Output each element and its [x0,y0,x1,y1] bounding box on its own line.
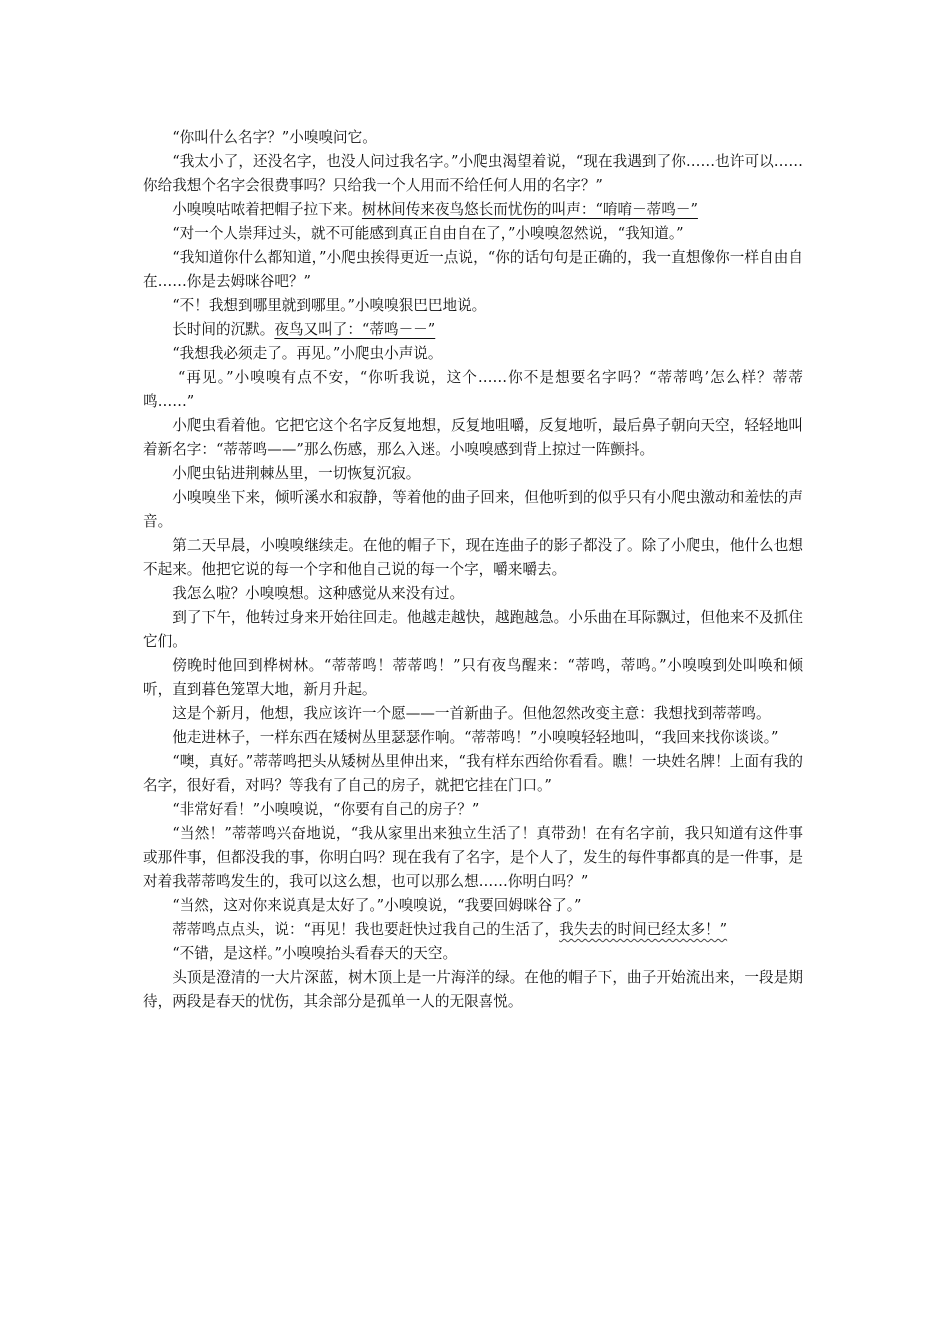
paragraph [143,366,803,414]
paragraph [143,342,803,366]
paragraph [143,894,803,918]
paragraph [143,486,803,534]
paragraph-text: 小爬虫看着他。它把它这个名字反复地想，反复地咀嚼，反复地听，最后鼻子朝向天空，轻轻地叫着新名字：“蒂蒂鸣——”那么伤感，那么入迷。小嗅嗅感到背上掠过一阵颤抖。 [143,417,803,458]
paragraph [143,462,803,486]
paragraph-text: “你叫什么名字？”小嗅嗅问它。 [172,129,377,146]
paragraph-text: “当然，这对你来说真是太好了。”小嗅嗅说，“我要回姆咪谷了。” [172,897,582,914]
paragraph-text: “再见。”小嗅嗅有点不安，“你听我说，这个……你不是想要名字吗？“蒂蒂鸣’怎么样？蒂蒂鸣……” [143,369,804,410]
paragraph-text: “噢，真好。”蒂蒂鸣把头从矮树丛里伸出来，“我有样东西给你看看。瞧！一块姓名牌！上面有我的名字，很好看，对吗？等我有了自己的房子，就把它挂在门口。” [143,753,803,794]
paragraph [143,318,803,342]
paragraph [143,942,803,966]
paragraph [143,534,803,582]
paragraph-text: 小爬虫钻进荆棘丛里，一切恢复沉寂。 [172,465,421,482]
paragraph [143,246,803,294]
paragraph [143,606,803,654]
paragraph [143,150,803,198]
paragraph [143,798,803,822]
paragraph-text: “对一个人崇拜过头，就不可能感到真正自由自在了，”小嗅嗅忽然说，“我知道。” [172,225,684,242]
paragraph [143,126,803,150]
paragraph-text: 到了下午，他转过身来开始往回走。他越走越快，越跑越急。小乐曲在耳际飘过，但他来不及抓住它们。 [143,609,803,650]
paragraph-text: 小嗅嗅坐下来，倾听溪水和寂静，等着他的曲子回来，但他听到的似乎只有小爬虫激动和羞怯的声音。 [143,489,803,530]
paragraph [143,966,803,1014]
paragraph-text: “当然！”蒂蒂鸣兴奋地说，“我从家里出来独立生活了！真带劲！在有名字前，我只知道有这件事或那件事，但都没我的事，你明白吗？现在我有了名字，是个人了，发生的每件事都真的是一件事，是对着我蒂蒂鸣发生的，我可以这么想，也可以那么想……你明白吗？” [143,825,803,890]
paragraph [143,198,803,222]
paragraph-text: 这是个新月，他想，我应该许一个愿——一首新曲子。但他忽然改变主意：我想找到蒂蒂鸣。 [172,705,771,722]
document-body [143,126,803,1014]
underlined-text: 夜鸟又叫了：“蒂鸣－－” [274,321,436,338]
paragraph-text: 蒂蒂鸣点点头，说：“再见！我也要赶快过我自己的生活了， [172,921,560,938]
paragraph [143,822,803,894]
paragraph [143,222,803,246]
underlined-text: 我失去的时间已经太多！” [559,921,728,938]
paragraph-text: 第二天早晨，小嗅嗅继续走。在他的帽子下，现在连曲子的影子都没了。除了小爬虫，他什么也想不起来。他把它说的每一个字和他自己说的每一个字，嚼来嚼去。 [143,537,803,578]
paragraph-text: 长时间的沉默。 [172,321,275,338]
paragraph [143,726,803,750]
paragraph-text: “我太小了，还没名字，也没人问过我名字。”小爬虫渴望着说，“现在我遇到了你……也许可以……你给我想个名字会很费事吗？只给我一个人用而不给任何人用的名字？” [143,153,803,194]
underlined-text: 树林间传来夜鸟悠长而忧伤的叫声：“唷唷－蒂鸣－” [361,201,698,218]
paragraph-text: “我知道你什么都知道，”小爬虫挨得更近一点说，“你的话句句是正确的，我一直想像你一样自由自在……你是去姆咪谷吧？” [143,249,803,290]
paragraph-text: 头顶是澄清的一大片深蓝，树木顶上是一片海洋的绿。在他的帽子下，曲子开始流出来，一段是期待，两段是春天的忧伤，其余部分是孤单一人的无限喜悦。 [143,969,803,1010]
paragraph [143,654,803,702]
paragraph [143,702,803,726]
paragraph [143,414,803,462]
paragraph-text: “不错，是这样。”小嗅嗅抬头看春天的天空。 [172,945,458,962]
paragraph-text: “我想我必须走了。再见。”小爬虫小声说。 [172,345,443,362]
paragraph-text: 小嗅嗅咕哝着把帽子拉下来。 [172,201,362,218]
paragraph-text: “不！我想到哪里就到哪里。”小嗅嗅狠巴巴地说。 [172,297,487,314]
paragraph-text: 我怎么啦？小嗅嗅想。这种感觉从来没有过。 [172,585,465,602]
paragraph-text: 他走进林子，一样东西在矮树丛里瑟瑟作响。“蒂蒂鸣！”小嗅嗅轻轻地叫，“我回来找你谈谈。” [172,729,779,746]
paragraph [143,918,803,942]
paragraph [143,582,803,606]
paragraph-text: 傍晚时他回到桦树林。“蒂蒂鸣！蒂蒂鸣！”只有夜鸟醒来：“蒂鸣，蒂鸣。”小嗅嗅到处叫唤和倾听，直到暮色笼罩大地，新月升起。 [143,657,803,698]
paragraph-text: “非常好看！”小嗅嗅说，“你要有自己的房子？” [172,801,480,818]
paragraph [143,750,803,798]
paragraph [143,294,803,318]
